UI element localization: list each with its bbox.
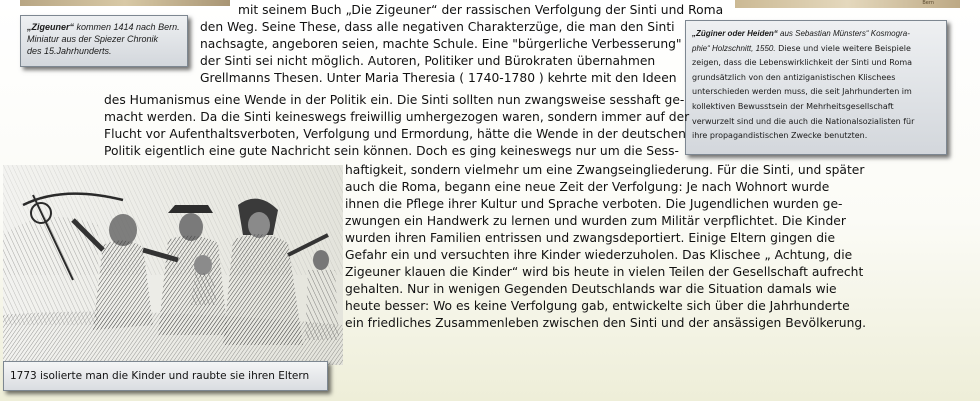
- body-line-6: des Humanismus eine Wende in der Politik ein. Die Sinti sollten nun zwangsweise sesshaft ge-: [104, 93, 685, 107]
- caption-woodcut-title: „Züginer oder Heiden“: [692, 29, 778, 38]
- cropped-woodcut-image: [735, 0, 960, 8]
- body-line-10: haftigkeit, sondern vielmehr um eine Zwangseingliederung. Für die Sinti, und später: [345, 163, 865, 177]
- caption-woodcut-year: phie“ Holzschnitt, 1550.: [692, 43, 776, 53]
- engraving-image: [3, 165, 343, 365]
- caption-woodcut-line8: ihre propagandistischen Zwecke benutzten.: [692, 131, 868, 141]
- body-line-3: nachsagte, angeboren seien, machte Schule. Eine "bürgerliche Verbesserung": [200, 37, 682, 51]
- caption-woodcut-line4: grundsätzlich von den antiziganistischen Klischees: [692, 72, 896, 82]
- caption-woodcut-line2: [692, 42, 940, 57]
- body-line-8: Flucht vor Aufenthaltsverboten, Verfolgung und Ermordung, hätte die Wende in der deutschen: [104, 127, 686, 141]
- body-line-14: wurden ihren Familien entrissen und zwangsdeportiert. Einige Eltern gingen die: [345, 231, 836, 245]
- body-line-1: mit seinem Buch „Die Zigeuner“ der rassischen Verfolgung der Sinti und Roma: [238, 3, 724, 17]
- caption-woodcut-line5: unterschieden werden muss, die seit Jahrhunderten im: [692, 87, 912, 97]
- body-line-11: auch die Roma, begann eine neue Zeit der Verfolgung: Je nach Wohnort wurde: [345, 180, 830, 194]
- caption-miniature-line2: Miniatur aus der Spiezer Chronik: [27, 34, 159, 44]
- caption-woodcut-line6: kollektiven Bewusstsein der Mehrheitsgesellschaft: [692, 101, 894, 111]
- caption-woodcut-line7: verwurzelt sind und die auch die Nationalsozialisten für: [692, 116, 915, 126]
- caption-miniature-quoted: „Zigeuner“: [27, 22, 75, 32]
- body-line-18: heute besser: Wo es keine Verfolgung gab, entwickelte sich über die Jahrhunderte: [345, 299, 850, 313]
- body-line-4: der Sinti sei nicht möglich. Autoren, Politiker und Bürokraten übernahmen: [200, 54, 656, 68]
- caption-miniature-line1: [27, 21, 181, 33]
- caption-woodcut-line3: zeigen, dass die Lebenswirklichkeit der Sinti und Roma: [692, 58, 913, 68]
- caption-engraving: 1773 isolierte man die Kinder und raubte sie ihren Eltern: [3, 361, 328, 391]
- woodcut-strip-label: Bern: [922, 0, 934, 6]
- body-line-17: gehalten. Nur in wenigen Gegenden Deutschlands war die Situation damals wie: [345, 282, 837, 296]
- body-line-15: Gefahr ein und versuchten ihre Kinder wiederzuholen. Das Klischee „ Achtung, die: [345, 248, 853, 262]
- caption-woodcut-line1: [692, 27, 940, 42]
- caption-miniature: [20, 15, 188, 67]
- body-line-16: Zigeuner klauen die Kinder“ wird bis heute in vielen Teilen der Gesellschaft aufrecht: [345, 265, 864, 279]
- body-line-9: Politik eigentlich eine gute Nachricht sein können. Doch es ging keineswegs nur um die Sess-: [104, 144, 679, 158]
- body-line-5: Grellmanns Thesen. Unter Maria Theresia ( 1740-1780 ) kehrte mit den Ideen: [200, 71, 677, 85]
- caption-miniature-rest: kommen 1414 nach Bern.: [74, 22, 180, 32]
- caption-miniature-line3: des 15.Jahrhunderts.: [27, 46, 112, 56]
- body-line-7: macht werden. Da die Sinti keineswegs freiwillig umhergezogen waren, sondern immer auf der: [104, 110, 690, 124]
- body-line-12: ihnen die Pflege ihrer Kultur und Sprache verboten. Die Jugendlichen wurden ge-: [345, 197, 843, 211]
- caption-woodcut-line2-rest: Diese und viele weitere Beispiele: [775, 43, 911, 53]
- body-line-2: den Weg. Seine These, dass alle negativen Charakterzüge, die man den Sinti: [200, 20, 675, 34]
- body-line-19: ein friedliches Zusammenleben zwischen den Sinti und der ansässigen Bevölkerung.: [345, 316, 867, 330]
- caption-woodcut-source: aus Sebastian Münsters“ Kosmogra-: [777, 29, 910, 38]
- cropped-miniature-image: [20, 0, 230, 6]
- caption-woodcut: [685, 20, 947, 155]
- body-line-13: zwungen ein Handwerk zu lernen und wurden zum Militär verpflichtet. Die Kinder: [345, 214, 846, 228]
